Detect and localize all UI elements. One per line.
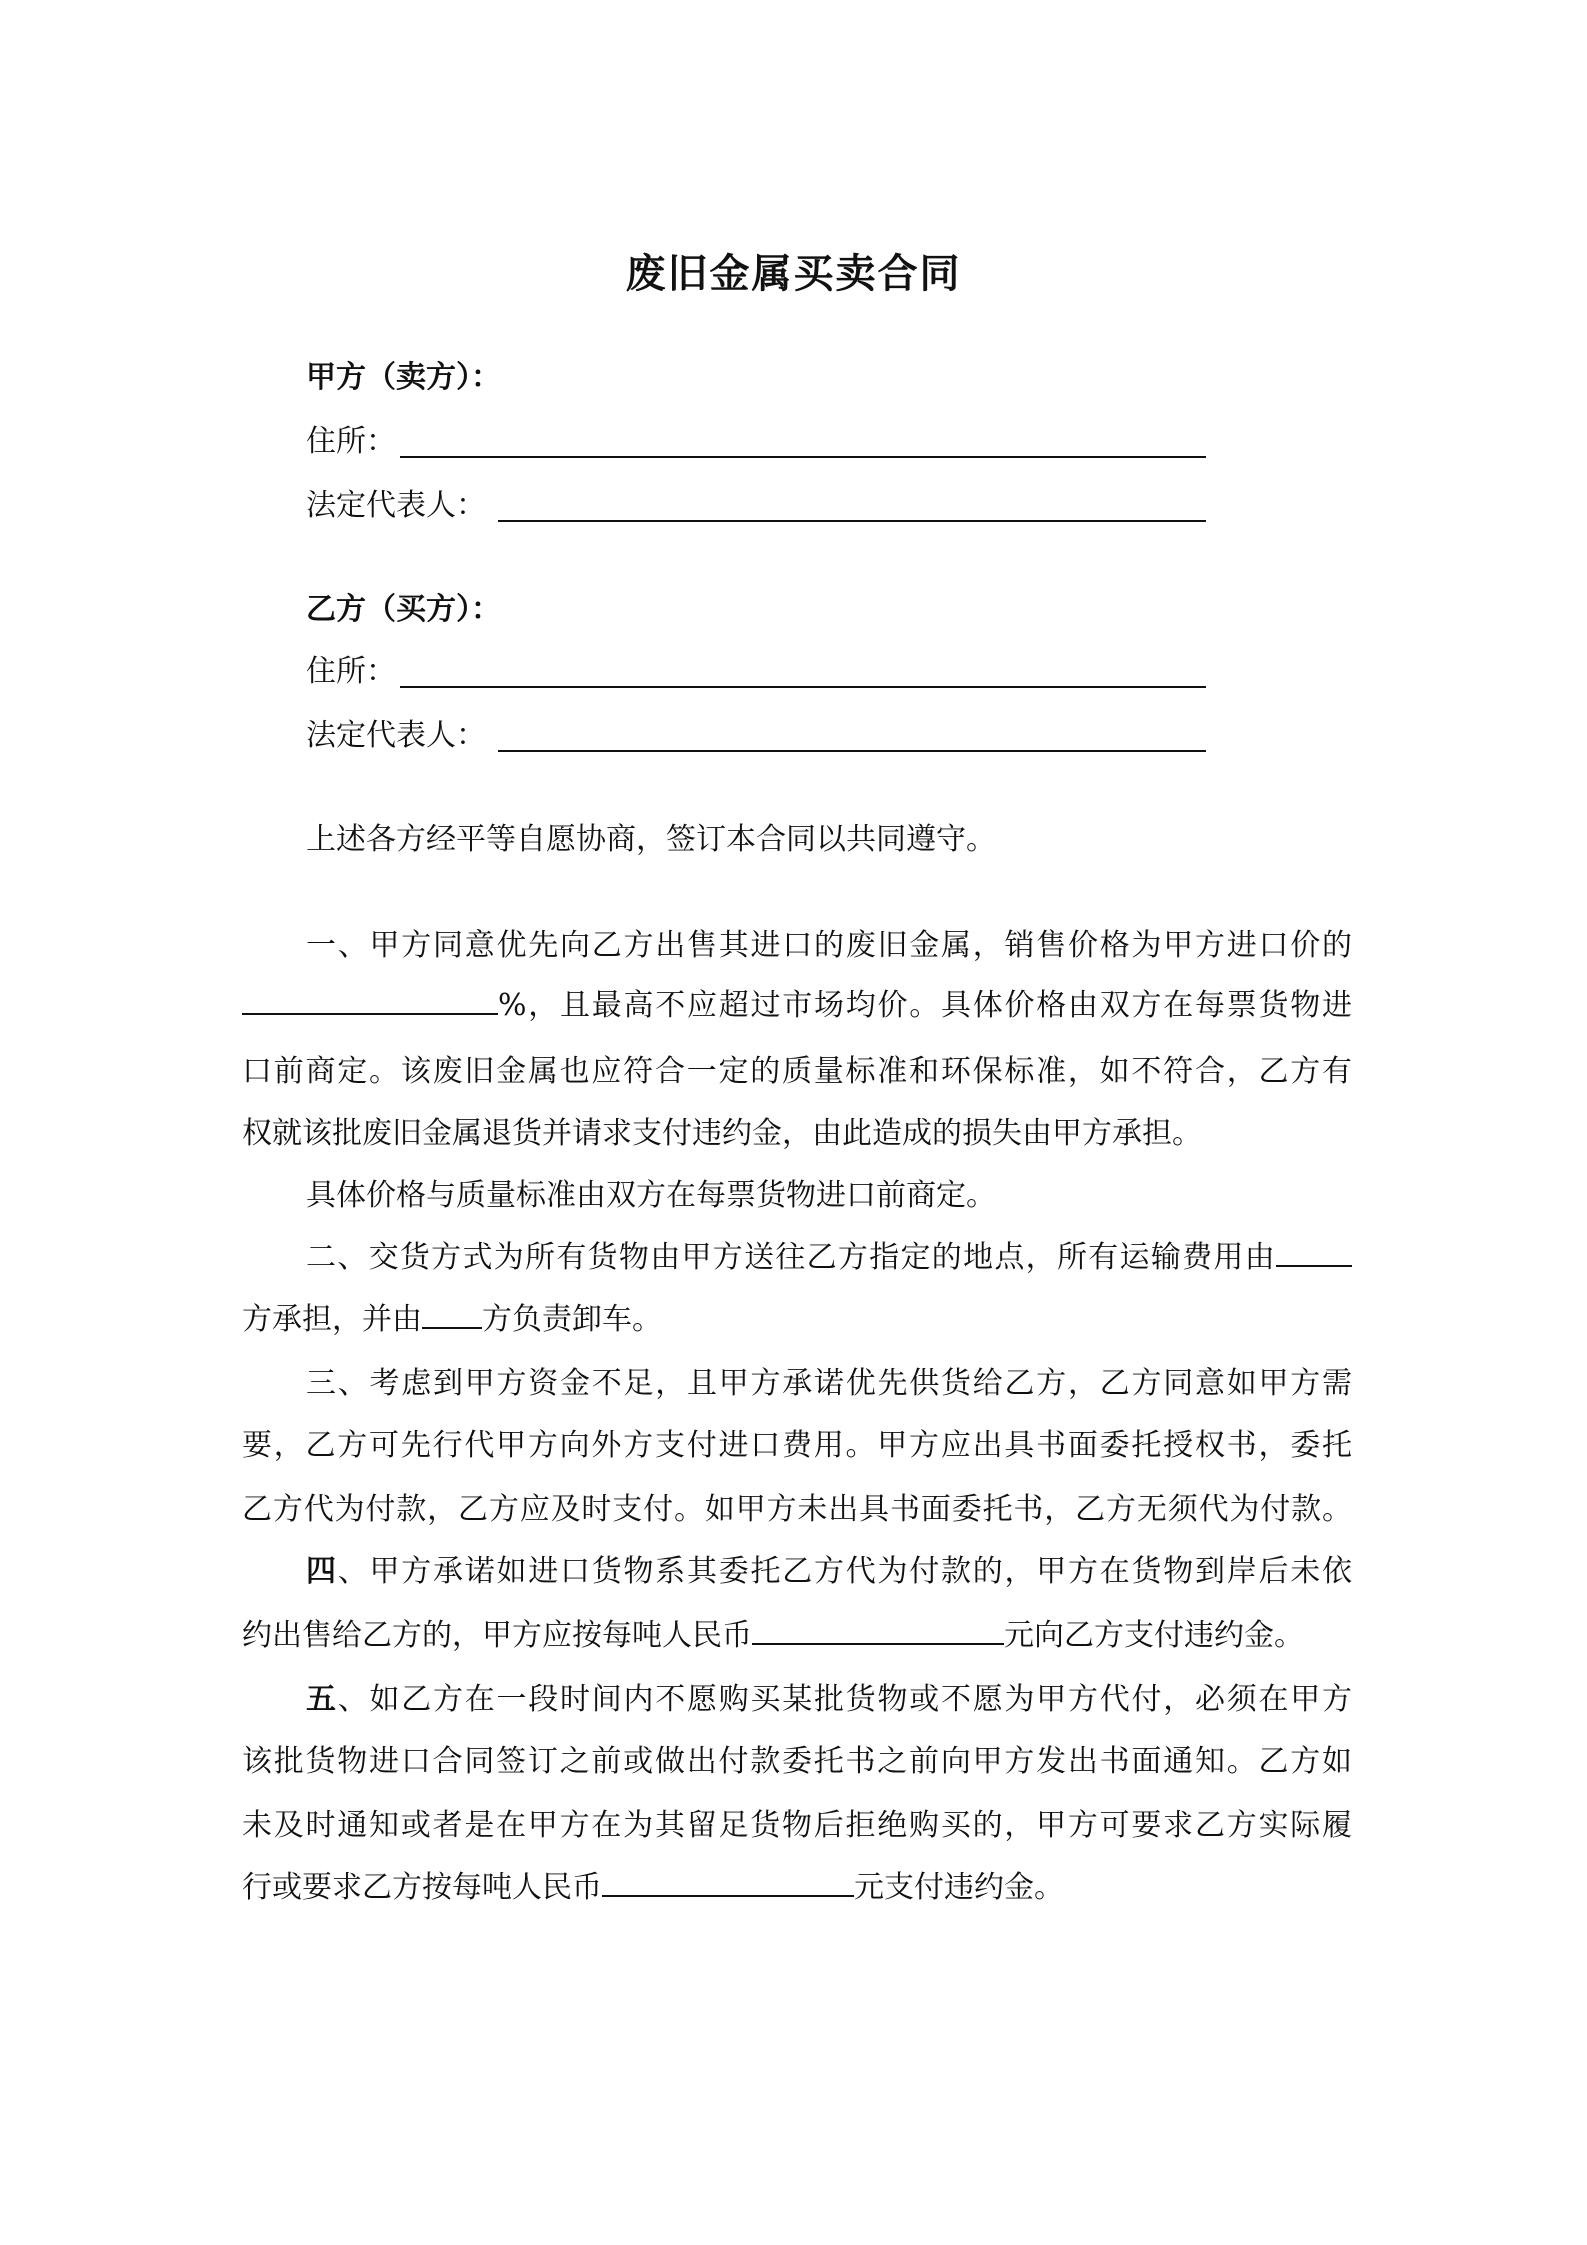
party-b-heading: 乙方（买方）： [306, 592, 501, 627]
clause-5-line-4-tail: 元支付违约金。 [854, 1870, 1064, 1905]
clause-4-line-2-text: 约出售给乙方的，甲方应按每吨人民币 [242, 1618, 752, 1653]
clause-2-line-2-text-b: 方负责卸车。 [482, 1302, 662, 1337]
party-a-address-label: 住所： [306, 424, 396, 459]
clause-4-line-1-text: 、甲方承诺如进口货物系其委托乙方代为付款的，甲方在货物到岸后未依 [337, 1554, 1352, 1589]
clause-4-line-2-tail: 元向乙方支付违约金。 [1004, 1618, 1304, 1653]
clause-2-line-2 [242, 1298, 1352, 1342]
price-percent-blank[interactable] [242, 987, 498, 1015]
clause-4-line-1 [242, 1550, 1352, 1594]
preamble: 上述各方经平等自愿协商，签订本合同以共同遵守。 [306, 822, 996, 857]
clause-5-line-3: 未及时通知或者是在甲方在为其留足货物后拒绝购买的，甲方可要求乙方实际履 [242, 1808, 1352, 1843]
clause-2-line-1-text: 二、交货方式为所有货物由甲方送往乙方指定的地点，所有运输费用由 [306, 1240, 1276, 1275]
party-a-rep-field[interactable] [498, 520, 1206, 522]
clause-1-line-4: 权就该批废旧金属退货并请求支付违约金，由此造成的损失由甲方承担。 [242, 1116, 1202, 1151]
party-b-address-field[interactable] [400, 686, 1206, 688]
clause-5-number: 五 [306, 1682, 338, 1717]
party-a-address-field[interactable] [400, 456, 1206, 458]
clause-5-line-4 [242, 1866, 1352, 1910]
clause-3-line-1: 三、考虑到甲方资金不足，且甲方承诺优先供货给乙方，乙方同意如甲方需 [306, 1366, 1352, 1401]
party-b-address-label: 住所： [306, 654, 396, 689]
clause-4-number: 四 [306, 1554, 338, 1589]
clause-3-line-3: 乙方代为付款，乙方应及时支付。如甲方未出具书面委托书，乙方无须代为付款。 [242, 1492, 1352, 1527]
clause-4-line-2 [242, 1614, 1352, 1658]
clause-1-line-2-text: %，且最高不应超过市场均价。具体价格由双方在每票货物进 [498, 988, 1352, 1023]
party-a-rep-label: 法定代表人： [306, 488, 486, 523]
penalty-per-ton-blank-1[interactable] [752, 1617, 1004, 1645]
clause-2-line-1 [242, 1236, 1352, 1280]
penalty-per-ton-blank-2[interactable] [602, 1869, 854, 1897]
clause-5-line-1-text: 、如乙方在一段时间内不愿购买某批货物或不愿为甲方代付，必须在甲方 [337, 1682, 1352, 1717]
clause-1-line-2 [242, 984, 1352, 1028]
unloading-party-blank[interactable] [422, 1301, 482, 1329]
clause-5-line-4-text: 行或要求乙方按每吨人民币 [242, 1870, 602, 1905]
clause-3-line-2: 要，乙方可先行代甲方向外方支付进口费用。甲方应出具书面委托授权书，委托 [242, 1428, 1352, 1463]
document-title: 废旧金属买卖合同 [625, 250, 962, 297]
clause-5-line-2: 该批货物进口合同签订之前或做出付款委托书之前向甲方发出书面通知。乙方如 [242, 1744, 1352, 1779]
clause-1-line-1: 一、甲方同意优先向乙方出售其进口的废旧金属，销售价格为甲方进口价的 [306, 928, 1352, 963]
party-a-heading: 甲方（卖方）： [306, 360, 501, 395]
clause-1-line-5: 具体价格与质量标准由双方在每票货物进口前商定。 [306, 1178, 996, 1213]
clause-2-line-2-text-a: 方承担，并由 [242, 1302, 422, 1337]
party-b-rep-label: 法定代表人： [306, 718, 486, 753]
transport-cost-party-blank[interactable] [1276, 1239, 1352, 1267]
clause-5-line-1 [242, 1678, 1352, 1722]
party-b-rep-field[interactable] [498, 750, 1206, 752]
clause-1-line-3: 口前商定。该废旧金属也应符合一定的质量标准和环保标准，如不符合，乙方有 [242, 1054, 1352, 1089]
